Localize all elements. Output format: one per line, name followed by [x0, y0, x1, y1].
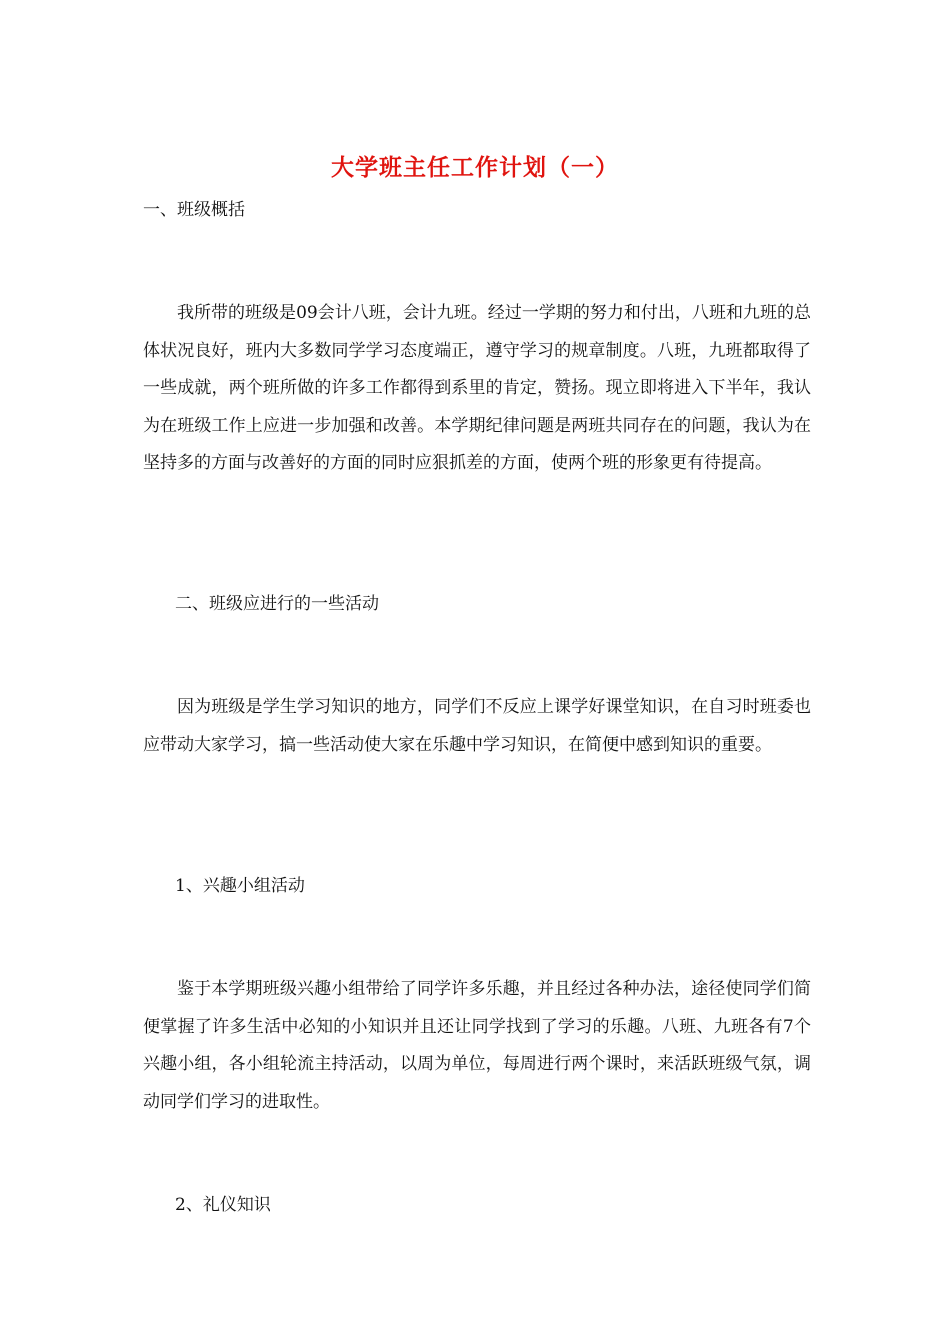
paragraph-activities: 因为班级是学生学习知识的地方，同学们不反应上课学好课堂知识，在自习时班委也应带动大家学习，搞一些活动使大家在乐趣中学习知识，在简便中感到知识的重要。 [143, 697, 811, 755]
paragraph-class-overview: 我所带的班级是09会计八班，会计九班。经过一学期的努力和付出，八班和九班的总体状况良好，班内大多数同学学习态度端正，遵守学习的规章制度。八班，九班都取得了一些成就，两个班所做的许多工作都得到系里的肯定，赞扬。现立即将进入下半年，我认为在班级工作上应进一步加强和改善。本学期纪律问题是两班共同存在的问题，我认为在坚持多的方面与改善好的方面的同时应狠抓差的方面，使两个班的形象更有待提高。 [143, 303, 811, 473]
section-heading-activities: 二、班级应进行的一些活动 [175, 594, 379, 614]
document-title: 大学班主任工作计划（一） [331, 154, 619, 181]
section-heading-etiquette: 2、礼仪知识 [175, 1195, 271, 1215]
paragraph-interest-groups: 鉴于本学期班级兴趣小组带给了同学许多乐趣，并且经过各种办法，途径使同学们简便掌握了许多生活中必知的小知识并且还让同学找到了学习的乐趣。八班、九班各有7个兴趣小组，各小组轮流主持活动，以周为单位，每周进行两个课时，来活跃班级气氛，调动同学们学习的进取性。 [143, 979, 811, 1112]
section-heading-interest-groups: 1、兴趣小组活动 [175, 876, 305, 896]
section-heading-overview: 一、班级概括 [143, 200, 245, 220]
